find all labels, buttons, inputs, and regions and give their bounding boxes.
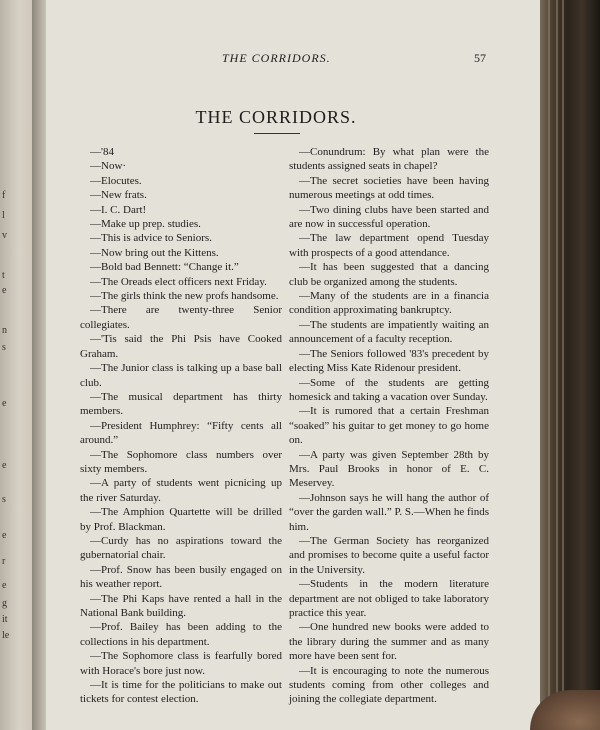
margin-fragment: it xyxy=(2,614,8,625)
thumb xyxy=(530,690,600,730)
page-number: 57 xyxy=(474,51,486,65)
news-item: —It has been suggested that a dancing club be organized among the students. xyxy=(289,261,489,288)
margin-fragment: s xyxy=(2,342,6,353)
margin-fragment: e xyxy=(2,285,7,296)
news-item: —President Humphrey: “Fifty cents all around.” xyxy=(80,419,282,447)
news-item: —It is time for the politicians to make out tickets for contest election. xyxy=(80,679,282,706)
title-rule xyxy=(254,133,300,134)
running-head: THE CORRIDORS. xyxy=(222,51,331,65)
margin-fragment: l xyxy=(2,210,5,221)
previous-page-edge xyxy=(0,0,32,730)
news-item: —Make up prep. studies. xyxy=(90,218,201,231)
news-item: —The German Society has reorganized and promises to become quite a useful factor in the University. xyxy=(289,534,489,576)
margin-fragment: e xyxy=(2,398,7,409)
news-item: —The Amphion Quartette will be drilled by Prof. Blackman. xyxy=(80,506,282,533)
margin-fragment: g xyxy=(2,598,7,609)
news-item: —Prof. Bailey has been adding to the collections in his department. xyxy=(80,621,282,648)
margin-fragment: t xyxy=(2,270,5,281)
book-edge xyxy=(540,0,600,730)
news-item: —It is encouraging to note the numerous students coming from other colleges and joining the collegiate department. xyxy=(289,664,489,706)
news-item: —The Seniors followed '83's precedent by electing Miss Kate Ridenour president. xyxy=(289,347,489,375)
news-item: —The Junior class is talking up a base ball club. xyxy=(80,362,282,389)
news-item: —The Sophomore class is fearfully bored with Horace's bore just now. xyxy=(80,650,282,677)
margin-fragment: f xyxy=(2,190,6,201)
news-item: —A party was given September 28th by Mrs. Paul Brooks in honor of E. C. Meservey. xyxy=(289,448,489,490)
right-column xyxy=(289,145,489,707)
news-item: —Prof. Snow has been busily engaged on his weather report. xyxy=(80,563,282,591)
news-item: —One hundred new books were added to the library during the summer and as many more have been sent for. xyxy=(289,621,489,663)
news-item: —The girls think the new profs handsome. xyxy=(90,290,279,303)
margin-fragment: e xyxy=(2,530,7,541)
book-page xyxy=(46,0,540,730)
news-item: —Two dining clubs have been started and are now in successful operation. xyxy=(289,203,489,231)
margin-fragment: le xyxy=(2,630,10,641)
news-item: —Curdy has no aspirations toward the gubernatorial chair. xyxy=(80,534,282,562)
news-item: —New frats. xyxy=(90,189,147,202)
margin-fragment: r xyxy=(2,556,6,567)
book-gutter xyxy=(32,0,46,730)
news-item: —A party of students went picnicing up the river Saturday. xyxy=(80,477,282,504)
news-item: —Now· xyxy=(90,160,127,173)
news-item: —Johnson says he will hang the author of “over the garden wall.” P. S.—When he finds him. xyxy=(289,491,489,533)
margin-fragment: v xyxy=(2,230,7,241)
margin-fragment: e xyxy=(2,580,7,591)
margin-fragment: s xyxy=(2,494,6,505)
news-item: —Conundrum: By what plan were the students assigned seats in chapel? xyxy=(289,146,489,173)
margin-fragment: n xyxy=(2,325,7,336)
news-item: —Elocutes. xyxy=(90,174,142,187)
news-item: —'84 xyxy=(90,146,114,158)
news-item: —Many of the students are in a financia condition approximating bankruptcy. xyxy=(289,290,489,317)
news-item: —The law department opend Tuesday with prospects of a good attendance. xyxy=(289,232,489,259)
news-item: —This is advice to Seniors. xyxy=(90,232,212,245)
article-title: THE CORRIDORS. xyxy=(195,107,357,127)
news-item: —The Sophomore class numbers over sixty members. xyxy=(80,448,282,475)
left-column xyxy=(80,145,282,707)
news-item: —The Phi Kaps have rented a hall in the National Bank building. xyxy=(80,592,282,619)
news-item: —The musical department has thirty members. xyxy=(80,390,282,418)
news-item: —There are twenty-three Senior collegiates. xyxy=(80,304,282,331)
news-item: —The secret societies have been having numerous meetings at odd times. xyxy=(289,174,489,202)
news-item: —Bold bad Bennett: “Change it.” xyxy=(90,261,239,274)
news-item: —'Tis said the Phi Psis have Cooked Graham. xyxy=(80,333,282,360)
news-item: —The students are impatiently waiting an announcement of a faculty reception. xyxy=(289,318,489,346)
margin-fragment: e xyxy=(2,460,7,471)
news-item: —I. C. Dart! xyxy=(90,203,147,216)
news-item: —The Oreads elect officers next Friday. xyxy=(90,275,267,288)
news-item: —Some of the students are getting homesick and taking a vacation over Sunday. xyxy=(289,376,489,403)
news-item: —It is rumored that a certain Freshman “soaked” his guitar to get money to go home on. xyxy=(289,405,489,447)
news-item: —Students in the modern literature department are not obliged to take laboratory practice this year. xyxy=(289,578,489,619)
news-item: —Now bring out the Kittens. xyxy=(90,246,219,259)
